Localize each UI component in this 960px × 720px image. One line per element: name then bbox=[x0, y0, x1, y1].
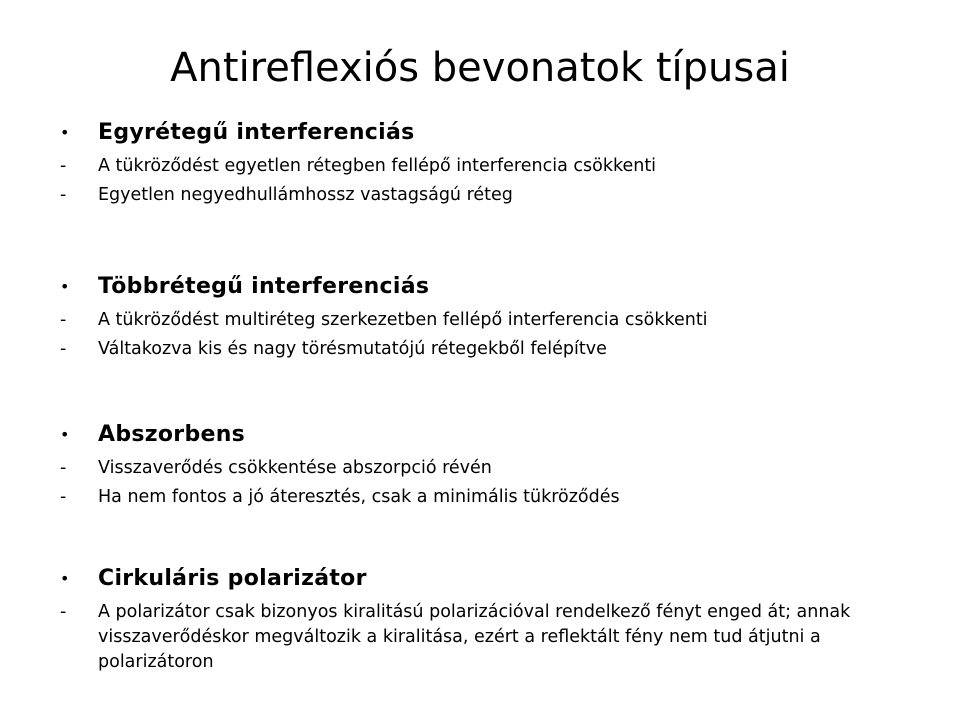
section-heading bbox=[60, 418, 940, 452]
slide-title: Antireflexiós bevonatok típusai bbox=[170, 45, 790, 91]
list-item bbox=[60, 456, 940, 481]
bullet-icon: • bbox=[60, 569, 70, 588]
list-item bbox=[60, 183, 940, 208]
section-multi-layer bbox=[60, 270, 940, 362]
list-item-text: A tükröződést egyetlen rétegben fellépő interferencia csökkenti bbox=[98, 156, 657, 176]
dash-icon: - bbox=[60, 339, 67, 359]
list-item bbox=[60, 308, 940, 333]
dash-icon: - bbox=[60, 487, 67, 507]
section-heading-text: Többrétegű interferenciás bbox=[98, 274, 430, 299]
list-item bbox=[60, 154, 940, 179]
section-single-layer bbox=[60, 116, 940, 208]
dash-icon: - bbox=[60, 602, 67, 622]
section-heading bbox=[60, 270, 940, 304]
dash-icon: - bbox=[60, 156, 67, 176]
bullet-icon: • bbox=[60, 425, 70, 444]
section-heading-text: Egyrétegű interferenciás bbox=[98, 120, 415, 145]
section-heading-text: Cirkuláris polarizátor bbox=[98, 566, 367, 591]
section-heading bbox=[60, 116, 940, 150]
list-item bbox=[60, 485, 940, 510]
list-item-text: Ha nem fontos a jó áteresztés, csak a minimális tükröződés bbox=[98, 487, 620, 507]
section-circular-polarizer bbox=[60, 562, 940, 675]
bullet-icon: • bbox=[60, 277, 70, 296]
list-item-text: Egyetlen negyedhullámhossz vastagságú réteg bbox=[98, 185, 513, 205]
list-item-text: Visszaverődés csökkentése abszorpció révén bbox=[98, 458, 492, 478]
list-item-text: Váltakozva kis és nagy törésmutatójú rétegekből felépítve bbox=[98, 339, 607, 359]
list-item-text: A tükröződést multiréteg szerkezetben fellépő interferencia csökkenti bbox=[98, 310, 708, 330]
list-item bbox=[60, 600, 940, 675]
bullet-icon: • bbox=[60, 123, 70, 142]
dash-icon: - bbox=[60, 310, 67, 330]
dash-icon: - bbox=[60, 185, 67, 205]
section-heading-text: Abszorbens bbox=[98, 422, 246, 447]
section-absorbent bbox=[60, 418, 940, 510]
list-item bbox=[60, 337, 940, 362]
dash-icon: - bbox=[60, 458, 67, 478]
list-item-text: A polarizátor csak bizonyos kiralitású polarizációval rendelkező fényt enged át; annak visszaverődéskor megváltozik a kiralitása, ezért a reflektált fény nem tud átjutni a polarizátoron bbox=[98, 602, 851, 672]
section-heading bbox=[60, 562, 940, 596]
